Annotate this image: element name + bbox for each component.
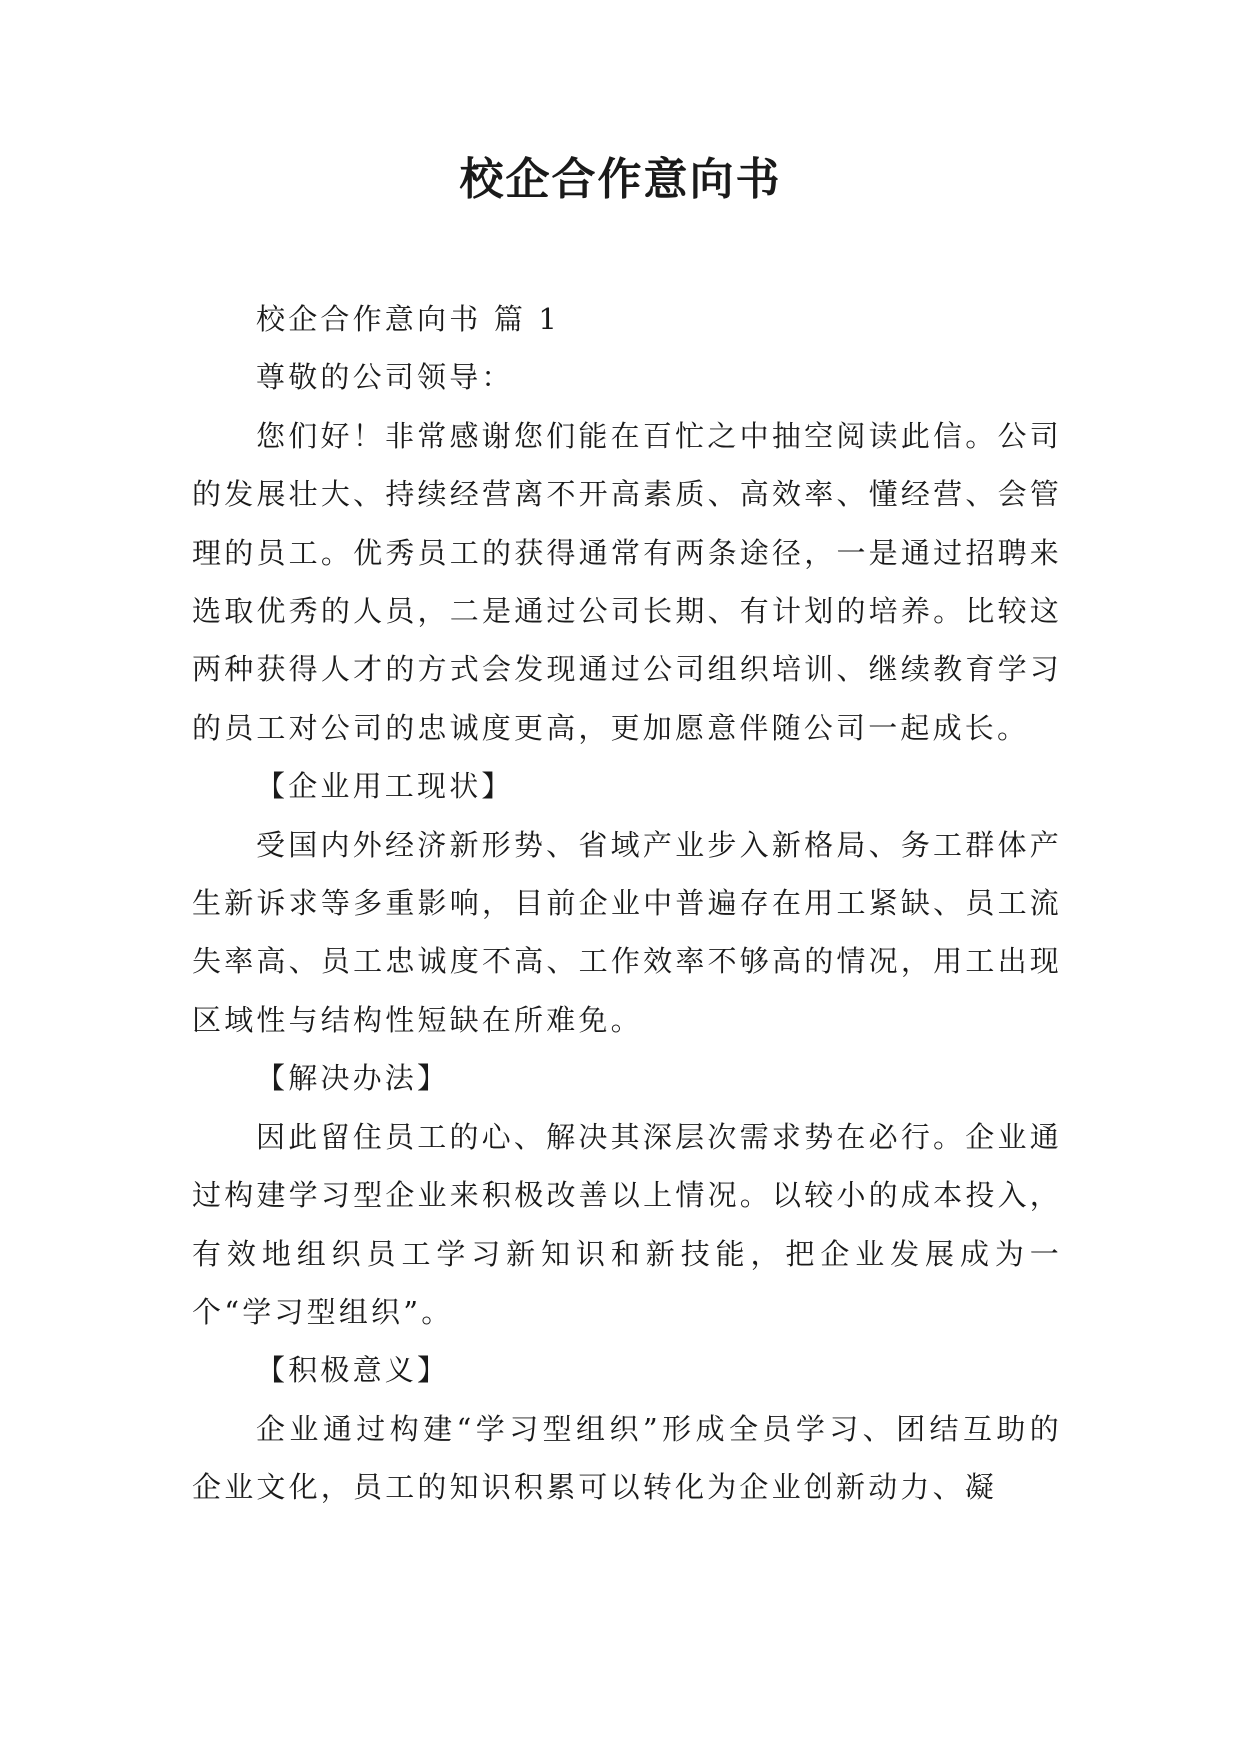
document-title: 校企合作意向书 (459, 154, 782, 205)
body-paragraph: 企业通过构建“学习型组织”形成全员学习、团结互助的企业文化，员工的知识积累可以转化为企业创新动力、凝 (192, 1411, 1062, 1505)
body-paragraph: 受国内外经济新形势、省域产业步入新格局、务工群体产生新诉求等多重影响，目前企业中普遍存在用工紧缺、员工流失率高、员工忠诚度不高、工作效率不够高的情况，用工出现区域性与结构性短缺在所难免。 (192, 827, 1062, 1037)
document-body (192, 290, 1062, 1517)
salutation: 尊敬的公司领导： (256, 360, 514, 395)
body-paragraph: 您们好！非常感谢您们能在百忙之中抽空阅读此信。公司的发展壮大、持续经营离不开高素质、高效率、懂经营、会管理的员工。优秀员工的获得通常有两条途径，一是通过招聘来选取优秀的人员，二是通过公司长期、有计划的培养。比较这两种获得人才的方式会发现通过公司组织培训、继续教育学习的员工对公司的忠诚度更高，更加愿意伴随公司一起成长。 (192, 418, 1062, 745)
subsection-heading: 【企业用工现状】 (256, 769, 514, 804)
body-paragraph: 因此留住员工的心、解决其深层次需求势在必行。企业通过构建学习型企业来积极改善以上情况。以较小的成本投入，有效地组织员工学习新知识和新技能，把企业发展成为一个“学习型组织”。 (192, 1119, 1062, 1329)
subsection-heading: 【积极意义】 (256, 1353, 450, 1388)
section-heading: 校企合作意向书 篇 1 (256, 302, 561, 336)
subsection-heading: 【解决办法】 (256, 1061, 450, 1096)
